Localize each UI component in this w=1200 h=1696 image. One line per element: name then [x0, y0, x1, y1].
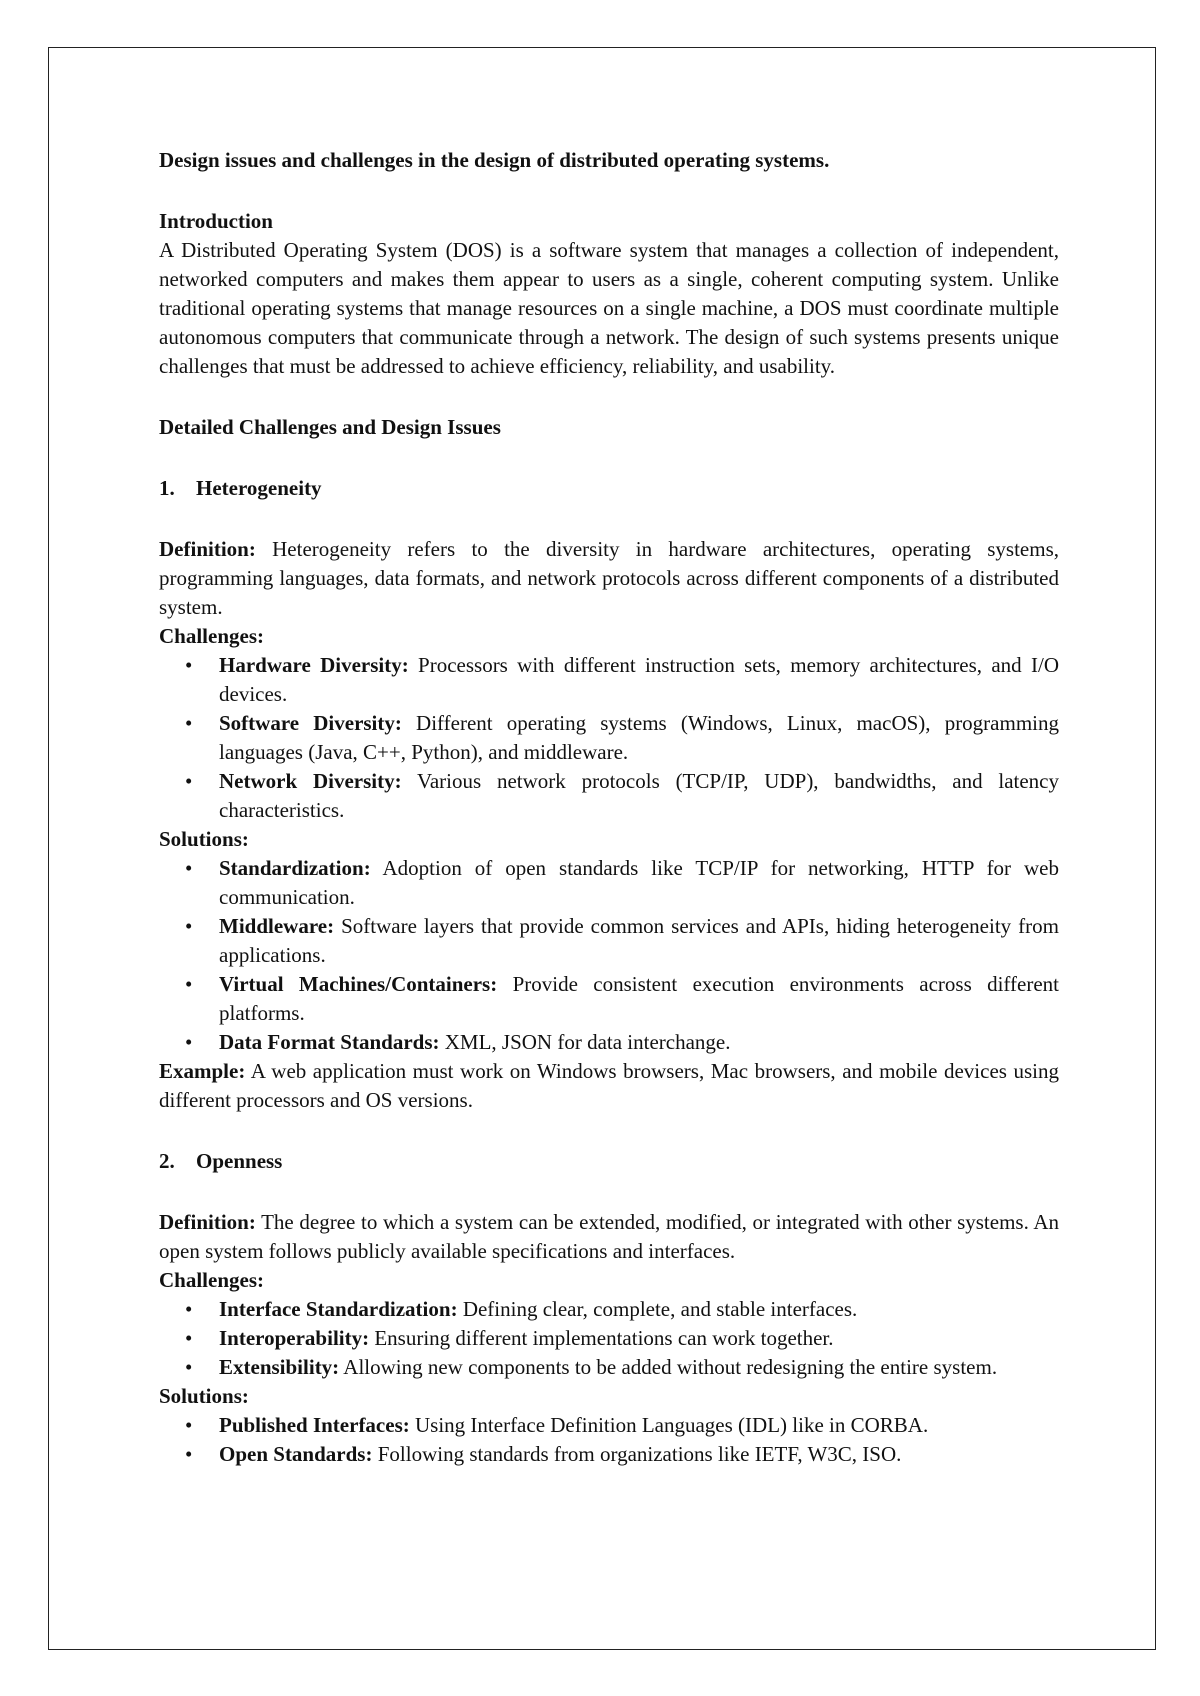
- list-item: [159, 651, 1059, 709]
- heterogeneity-definition: [159, 535, 1059, 622]
- intro-paragraph: A Distributed Operating System (DOS) is a software system that manages a collection of independent, networked computers and makes them appear to users as a single, coherent computing system. Unlike traditional operating systems that manage resources on a single machine, a DOS must coordinate multiple autonomous computers that communicate through a network. The design of such systems presents unique challenges that must be addressed to achieve efficiency, reliability, and usability.: [159, 238, 1059, 378]
- definition-text: The degree to which a system can be extended, modified, or integrated with other systems. An open system follows publicly available specifications and interfaces.: [159, 1210, 1059, 1263]
- example-label: Example:: [159, 1059, 246, 1083]
- list-item: [159, 912, 1059, 970]
- bullet-text: Various network protocols (TCP/IP, UDP), bandwidths, and latency characteristics.: [219, 769, 1060, 822]
- bullet-text: Ensuring different implementations can work together.: [369, 1326, 834, 1350]
- bullet-icon: •: [185, 972, 193, 996]
- openness-challenges-label: Challenges:: [159, 1268, 264, 1292]
- list-item: [159, 1440, 1059, 1469]
- list-item: [159, 1295, 1059, 1324]
- list-item: [159, 1411, 1059, 1440]
- bullet-term: Virtual Machines/Containers:: [219, 972, 498, 996]
- list-item: [159, 767, 1059, 825]
- bullet-icon: •: [185, 914, 193, 938]
- section-heading-heterogeneity: [159, 474, 1059, 503]
- example-text: A web application must work on Windows browsers, Mac browsers, and mobile devices using different processors and OS versions.: [159, 1059, 1059, 1112]
- list-item: [159, 970, 1059, 1028]
- bullet-icon: •: [185, 1442, 193, 1466]
- bullet-icon: •: [185, 1413, 193, 1437]
- list-item: [159, 1353, 1059, 1382]
- bullet-icon: •: [185, 856, 193, 880]
- heterogeneity-challenges-label: Challenges:: [159, 624, 264, 648]
- bullet-icon: •: [185, 1030, 193, 1054]
- bullet-text: Using Interface Definition Languages (IDL) like in CORBA.: [409, 1413, 929, 1437]
- document-content: [159, 146, 1059, 1469]
- section-name: Openness: [196, 1149, 283, 1173]
- bullet-icon: •: [185, 1297, 193, 1321]
- openness-definition: [159, 1208, 1059, 1266]
- bullet-text: XML, JSON for data interchange.: [439, 1030, 731, 1054]
- bullet-term: Interoperability:: [219, 1326, 370, 1350]
- details-heading: Detailed Challenges and Design Issues: [159, 415, 501, 439]
- openness-challenges-list: [159, 1295, 1059, 1382]
- bullet-text: Different operating systems (Windows, Linux, macOS), programming languages (Java, C++, Python), and middleware.: [219, 711, 1059, 764]
- bullet-term: Extensibility:: [219, 1355, 340, 1379]
- heterogeneity-challenges-list: [159, 651, 1059, 825]
- bullet-text: Software layers that provide common services and APIs, hiding heterogeneity from applications.: [219, 914, 1059, 967]
- list-item: [159, 709, 1059, 767]
- bullet-term: Interface Standardization:: [219, 1297, 458, 1321]
- list-item: [159, 1028, 1059, 1057]
- definition-text: Heterogeneity refers to the diversity in hardware architectures, operating systems, programming languages, data formats, and network protocols across different components of a distributed system.: [159, 537, 1059, 619]
- heterogeneity-solutions-list: [159, 854, 1059, 1057]
- bullet-text: Provide consistent execution environments across different platforms.: [219, 972, 1059, 1025]
- bullet-term: Software Diversity:: [219, 711, 402, 735]
- bullet-term: Network Diversity:: [219, 769, 402, 793]
- section-number: 2.: [159, 1149, 175, 1173]
- bullet-term: Middleware:: [219, 914, 335, 938]
- bullet-term: Data Format Standards:: [219, 1030, 440, 1054]
- openness-solutions-list: [159, 1411, 1059, 1469]
- bullet-term: Standardization:: [219, 856, 371, 880]
- heterogeneity-solutions-label: Solutions:: [159, 827, 249, 851]
- bullet-icon: •: [185, 653, 193, 677]
- bullet-term: Published Interfaces:: [219, 1413, 410, 1437]
- bullet-icon: •: [185, 1355, 193, 1379]
- bullet-text: Allowing new components to be added without redesigning the entire system.: [339, 1355, 998, 1379]
- bullet-icon: •: [185, 1326, 193, 1350]
- list-item: [159, 1324, 1059, 1353]
- section-name: Heterogeneity: [196, 476, 322, 500]
- section-heading-openness: [159, 1147, 1059, 1176]
- openness-solutions-label: Solutions:: [159, 1384, 249, 1408]
- bullet-text: Defining clear, complete, and stable interfaces.: [457, 1297, 858, 1321]
- document-title: Design issues and challenges in the design of distributed operating systems.: [159, 148, 830, 172]
- bullet-text: Following standards from organizations like IETF, W3C, ISO.: [372, 1442, 902, 1466]
- bullet-text: Adoption of open standards like TCP/IP for networking, HTTP for web communication.: [219, 856, 1059, 909]
- bullet-term: Open Standards:: [219, 1442, 373, 1466]
- intro-heading: Introduction: [159, 209, 273, 233]
- section-number: 1.: [159, 476, 175, 500]
- bullet-icon: •: [185, 711, 193, 735]
- heterogeneity-example: [159, 1057, 1059, 1115]
- bullet-term: Hardware Diversity:: [219, 653, 409, 677]
- bullet-icon: •: [185, 769, 193, 793]
- definition-label: Definition:: [159, 1210, 256, 1234]
- bullet-text: Processors with different instruction sets, memory architectures, and I/O devices.: [219, 653, 1059, 706]
- definition-label: Definition:: [159, 537, 256, 561]
- list-item: [159, 854, 1059, 912]
